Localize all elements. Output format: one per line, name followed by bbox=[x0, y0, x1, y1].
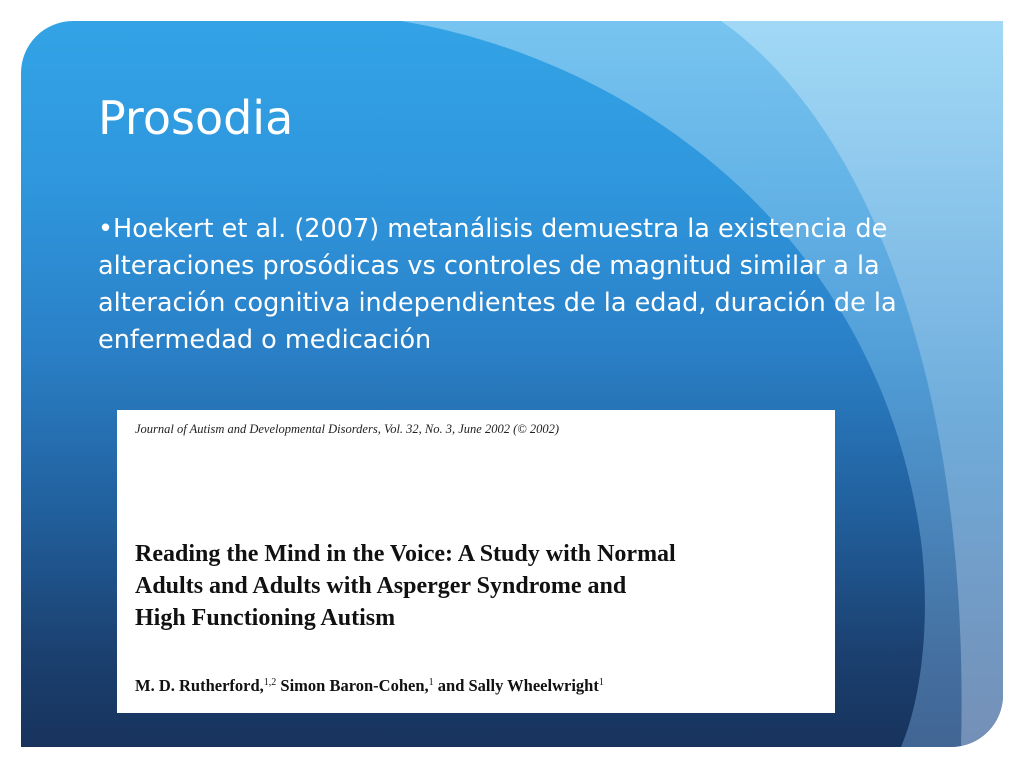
slide-title: Prosodia bbox=[98, 91, 294, 145]
slide bbox=[21, 21, 1003, 747]
author-name: Simon Baron-Cohen, bbox=[276, 676, 429, 695]
bullet-text: Hoekert et al. (2007) metanálisis demuestra la existencia de alteraciones prosódicas vs controles de magnitud similar a la alteración cognitiva independientes de la edad, duración de la enfermedad o medicación bbox=[98, 214, 897, 355]
journal-citation: Journal of Autism and Developmental Disorders, Vol. 32, No. 3, June 2002 (© 2002) bbox=[135, 422, 560, 436]
paper-title bbox=[135, 538, 825, 634]
paper-title-line: High Functioning Autism bbox=[135, 605, 396, 631]
author-affiliation: 1 bbox=[428, 677, 434, 688]
paper-authors bbox=[135, 676, 604, 696]
paper-title-line: Adults and Adults with Asperger Syndrome and bbox=[135, 573, 627, 599]
paper-header-image bbox=[117, 410, 835, 713]
bullet-paragraph bbox=[98, 211, 938, 359]
author-name: and Sally Wheelwright bbox=[433, 676, 599, 695]
paper-title-line: Reading the Mind in the Voice: A Study with Normal bbox=[135, 541, 676, 567]
bullet-marker: • bbox=[98, 214, 114, 244]
author-affiliation: 1 bbox=[598, 677, 604, 688]
author-name: M. D. Rutherford, bbox=[135, 676, 264, 695]
author-affiliation: 1,2 bbox=[263, 677, 277, 688]
